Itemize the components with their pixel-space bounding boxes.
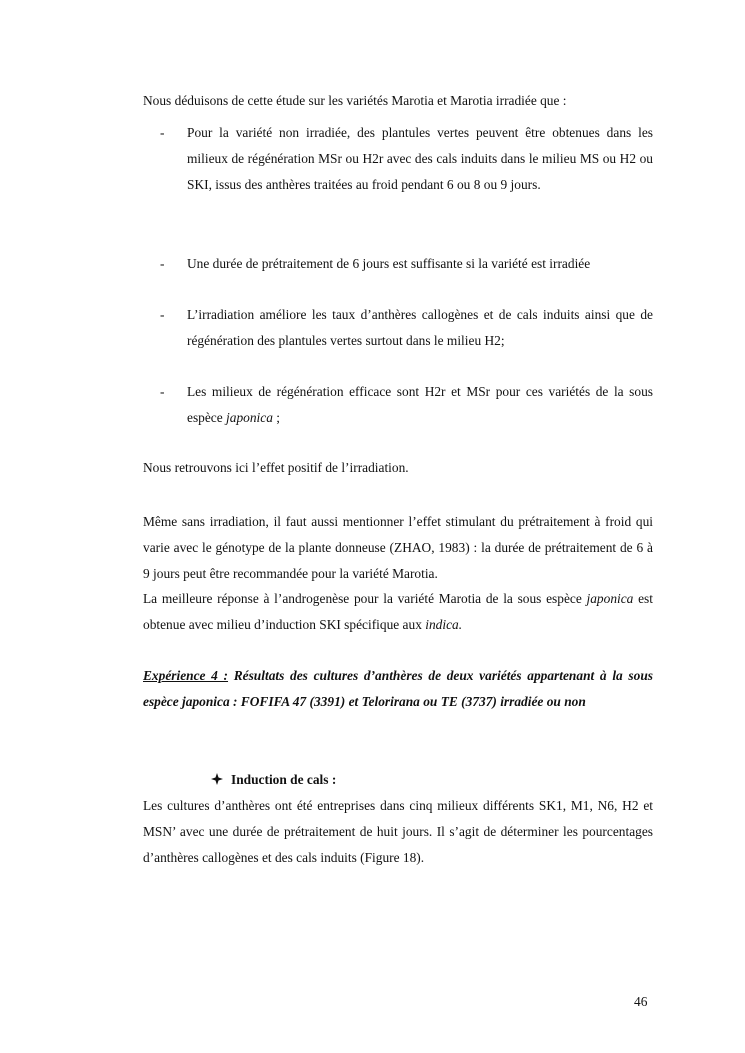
bullet-text-3: L’irradiation améliore les taux d’anthères callogènes et de cals induits ainsi que de régénération des plantules vertes surtout dans le milieu H2; xyxy=(187,307,653,348)
bullet-text-2: Une durée de prétraitement de 6 jours est suffisante si la variété est irradiée xyxy=(187,256,591,271)
experience-label: Expérience 4 : xyxy=(143,668,229,683)
bullet-dash: - xyxy=(160,307,165,322)
bullet-text-4: Les milieux de régénération efficace sont H2r et MSr pour ces variétés de la sous espèce japonica ; xyxy=(187,384,653,425)
bullet-text-1: Pour la variété non irradiée, des plantules vertes peuvent être obtenues dans les milieux de régénération MSr ou H2r avec des cals induits dans le milieu MS ou H2 ou SKI, issus des anthères traitées au froid pendant 6 ou 8 ou 9 jours. xyxy=(187,125,653,192)
diamond-bullet-icon xyxy=(211,773,223,785)
bullet-dash: - xyxy=(160,384,165,399)
bullet-dash: - xyxy=(160,256,165,271)
induction-paragraph: Les cultures d’anthères ont été entreprises dans cinq milieux différents SK1, M1, N6, H2 et MSN’ avec une durée de prétraitement de huit jours. Il s’agit de déterminer les pourcentages d’anthères callogènes et des cals induits (Figure 18). xyxy=(143,798,653,865)
intro-paragraph: Nous déduisons de cette étude sur les variétés Marotia et Marotia irradiée que : xyxy=(143,93,567,108)
androgenese-paragraph: La meilleure réponse à l’androgenèse pour la variété Marotia de la sous espèce japonica est obtenue avec milieu d’induction SKI spécifique aux indica. xyxy=(143,591,653,632)
retrouvons-paragraph: Nous retrouvons ici l’effet positif de l’irradiation. xyxy=(143,460,409,475)
pretraitement-paragraph: Même sans irradiation, il faut aussi mentionner l’effet stimulant du prétraitement à froid qui varie avec le génotype de la plante donneuse (ZHAO, 1983) : la durée de prétraitement de 6 à 9 jours peut être recommandée pour la variété Marotia. xyxy=(143,514,653,581)
experience-heading xyxy=(143,663,653,715)
induction-heading: Induction de cals : xyxy=(211,769,336,791)
bullet-dash: - xyxy=(160,125,165,140)
page-number: 46 xyxy=(634,994,648,1009)
experience-title: Résultats des cultures d’anthères de deux variétés appartenant à la sous espèce japonica : FOFIFA 47 (3391) et Telorirana ou TE (3737) irradiée ou non xyxy=(143,668,653,709)
